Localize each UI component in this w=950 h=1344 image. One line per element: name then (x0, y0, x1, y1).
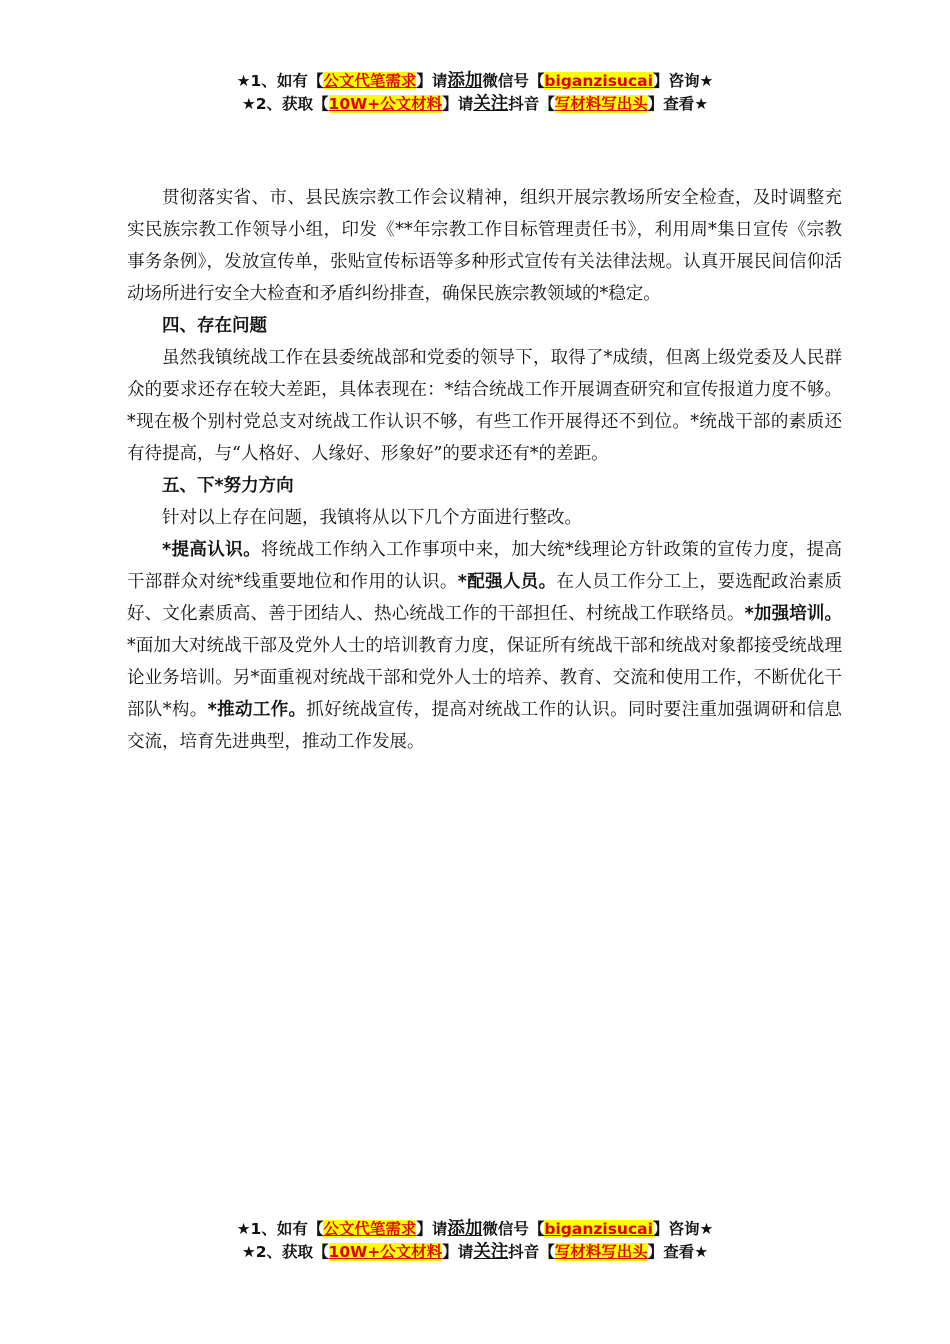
banner-text: 】咨询★ (652, 72, 714, 90)
measure-text: 将统战工作纳入工作事项中来，加大统*线理论方针政策的宣传力度，提高干部群众对统*线重要地位和作用的认识。 (127, 540, 843, 592)
measure-title: *加强培训。 (744, 604, 843, 624)
banner-text: 】请 (416, 1220, 448, 1238)
banner-text: 】查看★ (647, 95, 709, 113)
banner-text: 抖音【 (508, 95, 555, 113)
banner-text: 】请 (416, 72, 448, 90)
footer-banner (0, 1218, 950, 1264)
paragraph-intro: 针对以上存在问题，我镇将从以下几个方面进行整改。 (162, 508, 582, 528)
banner-text: 】查看★ (647, 1243, 709, 1261)
banner-text: ★2、获取【 (241, 1243, 329, 1261)
banner-text: 】请 (442, 95, 474, 113)
banner-highlight: 10W+公文材料 (328, 95, 443, 113)
measure-text: 抓好统战宣传，提高对统战工作的认识。同时要注重加强调研和信息交流，培育先进典型，推动工作发展。 (127, 700, 843, 752)
paragraph-problems: 虽然我镇统战工作在县委统战部和党委的领导下，取得了*成绩，但离上级党委及人民群众的要求还存在较大差距，具体表现在：*结合统战工作开展调查研究和宣传报道力度不够。*现在极个别村党总支对统战工作认识不够，有些工作开展得还不到位。*统战干部的素质还有待提高，与“人格好、人缘好、形象好”的要求还有*的差距。 (127, 348, 842, 464)
header-banner (0, 70, 950, 116)
banner-text: 】咨询★ (652, 1220, 714, 1238)
banner-wechat-id: biganzisucai (544, 72, 653, 90)
banner-douyin-name: 写材料写出头 (554, 95, 648, 113)
banner-text: 抖音【 (508, 1243, 555, 1261)
section-heading-direction: 五、下*努力方向 (162, 476, 294, 496)
paragraph-measures (127, 534, 842, 758)
banner-text: 微信号【 (482, 72, 545, 90)
banner-douyin-name: 写材料写出头 (554, 1243, 648, 1261)
measure-title: *推动工作。 (207, 700, 307, 720)
banner-underlined: 关注 (473, 94, 509, 114)
measure-title: *配强人员。 (457, 572, 557, 592)
banner-text: 】请 (442, 1243, 474, 1261)
measure-text: 在人员工作分工上，要选配政治素质好、文化素质高、善于团结人、热心统战工作的干部担任、村统战工作联络员。 (127, 572, 843, 624)
banner-wechat-id: biganzisucai (544, 1220, 653, 1238)
banner-underlined: 添加 (447, 71, 483, 91)
banner-text: ★2、获取【 (241, 95, 329, 113)
banner-text: ★1、如有【 (236, 1220, 324, 1238)
banner-line-2 (0, 93, 950, 116)
paragraph-religion: 贯彻落实省、市、县民族宗教工作会议精神，组织开展宗教场所安全检查，及时调整充实民族宗教工作领导小组，印发《**年宗教工作目标管理责任书》，利用周*集日宣传《宗教事务条例》，发放宣传单，张贴宣传标语等多种形式宣传有关法律法规。认真开展民间信仰活动场所进行安全大检查和矛盾纠纷排查，确保民族宗教领域的*稳定。 (127, 188, 842, 304)
section-heading-problems: 四、存在问题 (162, 316, 267, 336)
banner-line-1 (0, 70, 950, 93)
measure-text: *面加大对统战干部及党外人士的培训教育力度，保证所有统战干部和统战对象都接受统战理论业务培训。另*面重视对统战干部和党外人士的培养、教育、交流和使用工作，不断优化干部队*构。 (127, 636, 842, 720)
banner-text: 微信号【 (482, 1220, 545, 1238)
document-body (127, 182, 842, 758)
banner-underlined: 关注 (473, 1242, 509, 1262)
banner-underlined: 添加 (447, 1219, 483, 1239)
banner-text: ★1、如有【 (236, 72, 324, 90)
banner-highlight: 公文代笔需求 (323, 1220, 417, 1238)
banner-highlight: 公文代笔需求 (323, 72, 417, 90)
banner-line-2 (0, 1241, 950, 1264)
banner-line-1 (0, 1218, 950, 1241)
banner-highlight: 10W+公文材料 (328, 1243, 443, 1261)
measure-title: *提高认识。 (162, 540, 261, 560)
